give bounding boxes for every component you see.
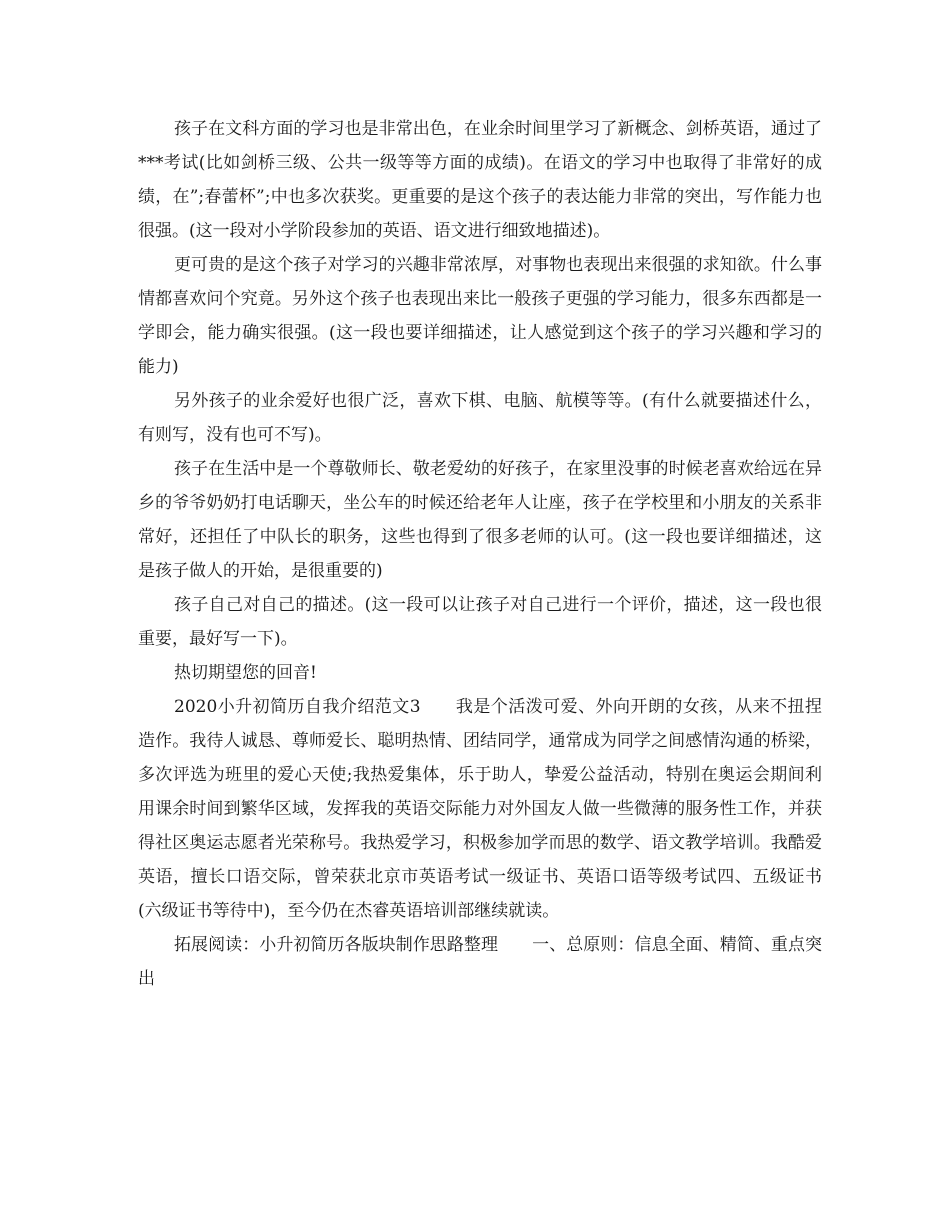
- paragraph-closing: 热切期望您的回音!: [174, 663, 317, 683]
- paragraph-self-description: 孩子自己对自己的描述。(这一段可以让孩子对自己进行一个评价，描述，这一段也很重要，最好写一下)。: [138, 595, 822, 649]
- paragraph-daily-life: 孩子在生活中是一个尊敬师长、敬老爱幼的好孩子，在家里没事的时候老喜欢给远在异乡的爷爷奶奶打电话聊天，坐公车的时候还给老年人让座，孩子在学校里和小朋友的关系非常好，还担任了中队长的职务，这些也得到了很多老师的认可。(这一段也要详细描述，这是孩子做人的开始，是很重要的): [138, 459, 822, 581]
- document-body: [138, 112, 822, 996]
- paragraph-sample-essay-3: 2020小升初简历自我介绍范文3 我是个活泼可爱、外向开朗的女孩，从来不扭捏造作。我待人诚恳、尊师爱长、聪明热情、团结同学，通常成为同学之间感情沟通的桥梁，多次评选为班里的爱心天使;我热爱集体，乐于助人，挚爱公益活动，特别在奥运会期间利用课余时间到繁华区域，发挥我的英语交际能力对外国友人做一些微薄的服务性工作，并获得社区奥运志愿者光荣称号。我热爱学习，积极参加学而思的数学、语文教学培训。我酷爱英语，擅长口语交际，曾荣获北京市英语考试一级证书、英语口语等级考试四、五级证书(六级证书等待中)，至今仍在杰睿英语培训部继续就读。: [138, 697, 822, 921]
- paragraph-liberal-arts: 孩子在文科方面的学习也是非常出色，在业余时间里学习了新概念、剑桥英语，通过了***考试(比如剑桥三级、公共一级等等方面的成绩)。在语文的学习中也取得了非常好的成绩，在”;春蕾杯”;中也多次获奖。更重要的是这个孩子的表达能力非常的突出，写作能力也很强。(这一段对小学阶段参加的英语、语文进行细致地描述)。: [138, 119, 822, 241]
- paragraph-extended-reading: 拓展阅读：小升初简历各版块制作思路整理 一、总原则：信息全面、精简、重点突出: [138, 935, 822, 989]
- paragraph-hobbies: 另外孩子的业余爱好也很广泛，喜欢下棋、电脑、航模等等。(有什么就要描述什么，有则写，没有也可不写)。: [138, 391, 822, 445]
- paragraph-learning-interest: 更可贵的是这个孩子对学习的兴趣非常浓厚，对事物也表现出来很强的求知欲。什么事情都喜欢问个究竟。另外这个孩子也表现出来比一般孩子更强的学习能力，很多东西都是一学即会，能力确实很强。(这一段也要详细描述，让人感觉到这个孩子的学习兴趣和学习的能力): [138, 255, 822, 377]
